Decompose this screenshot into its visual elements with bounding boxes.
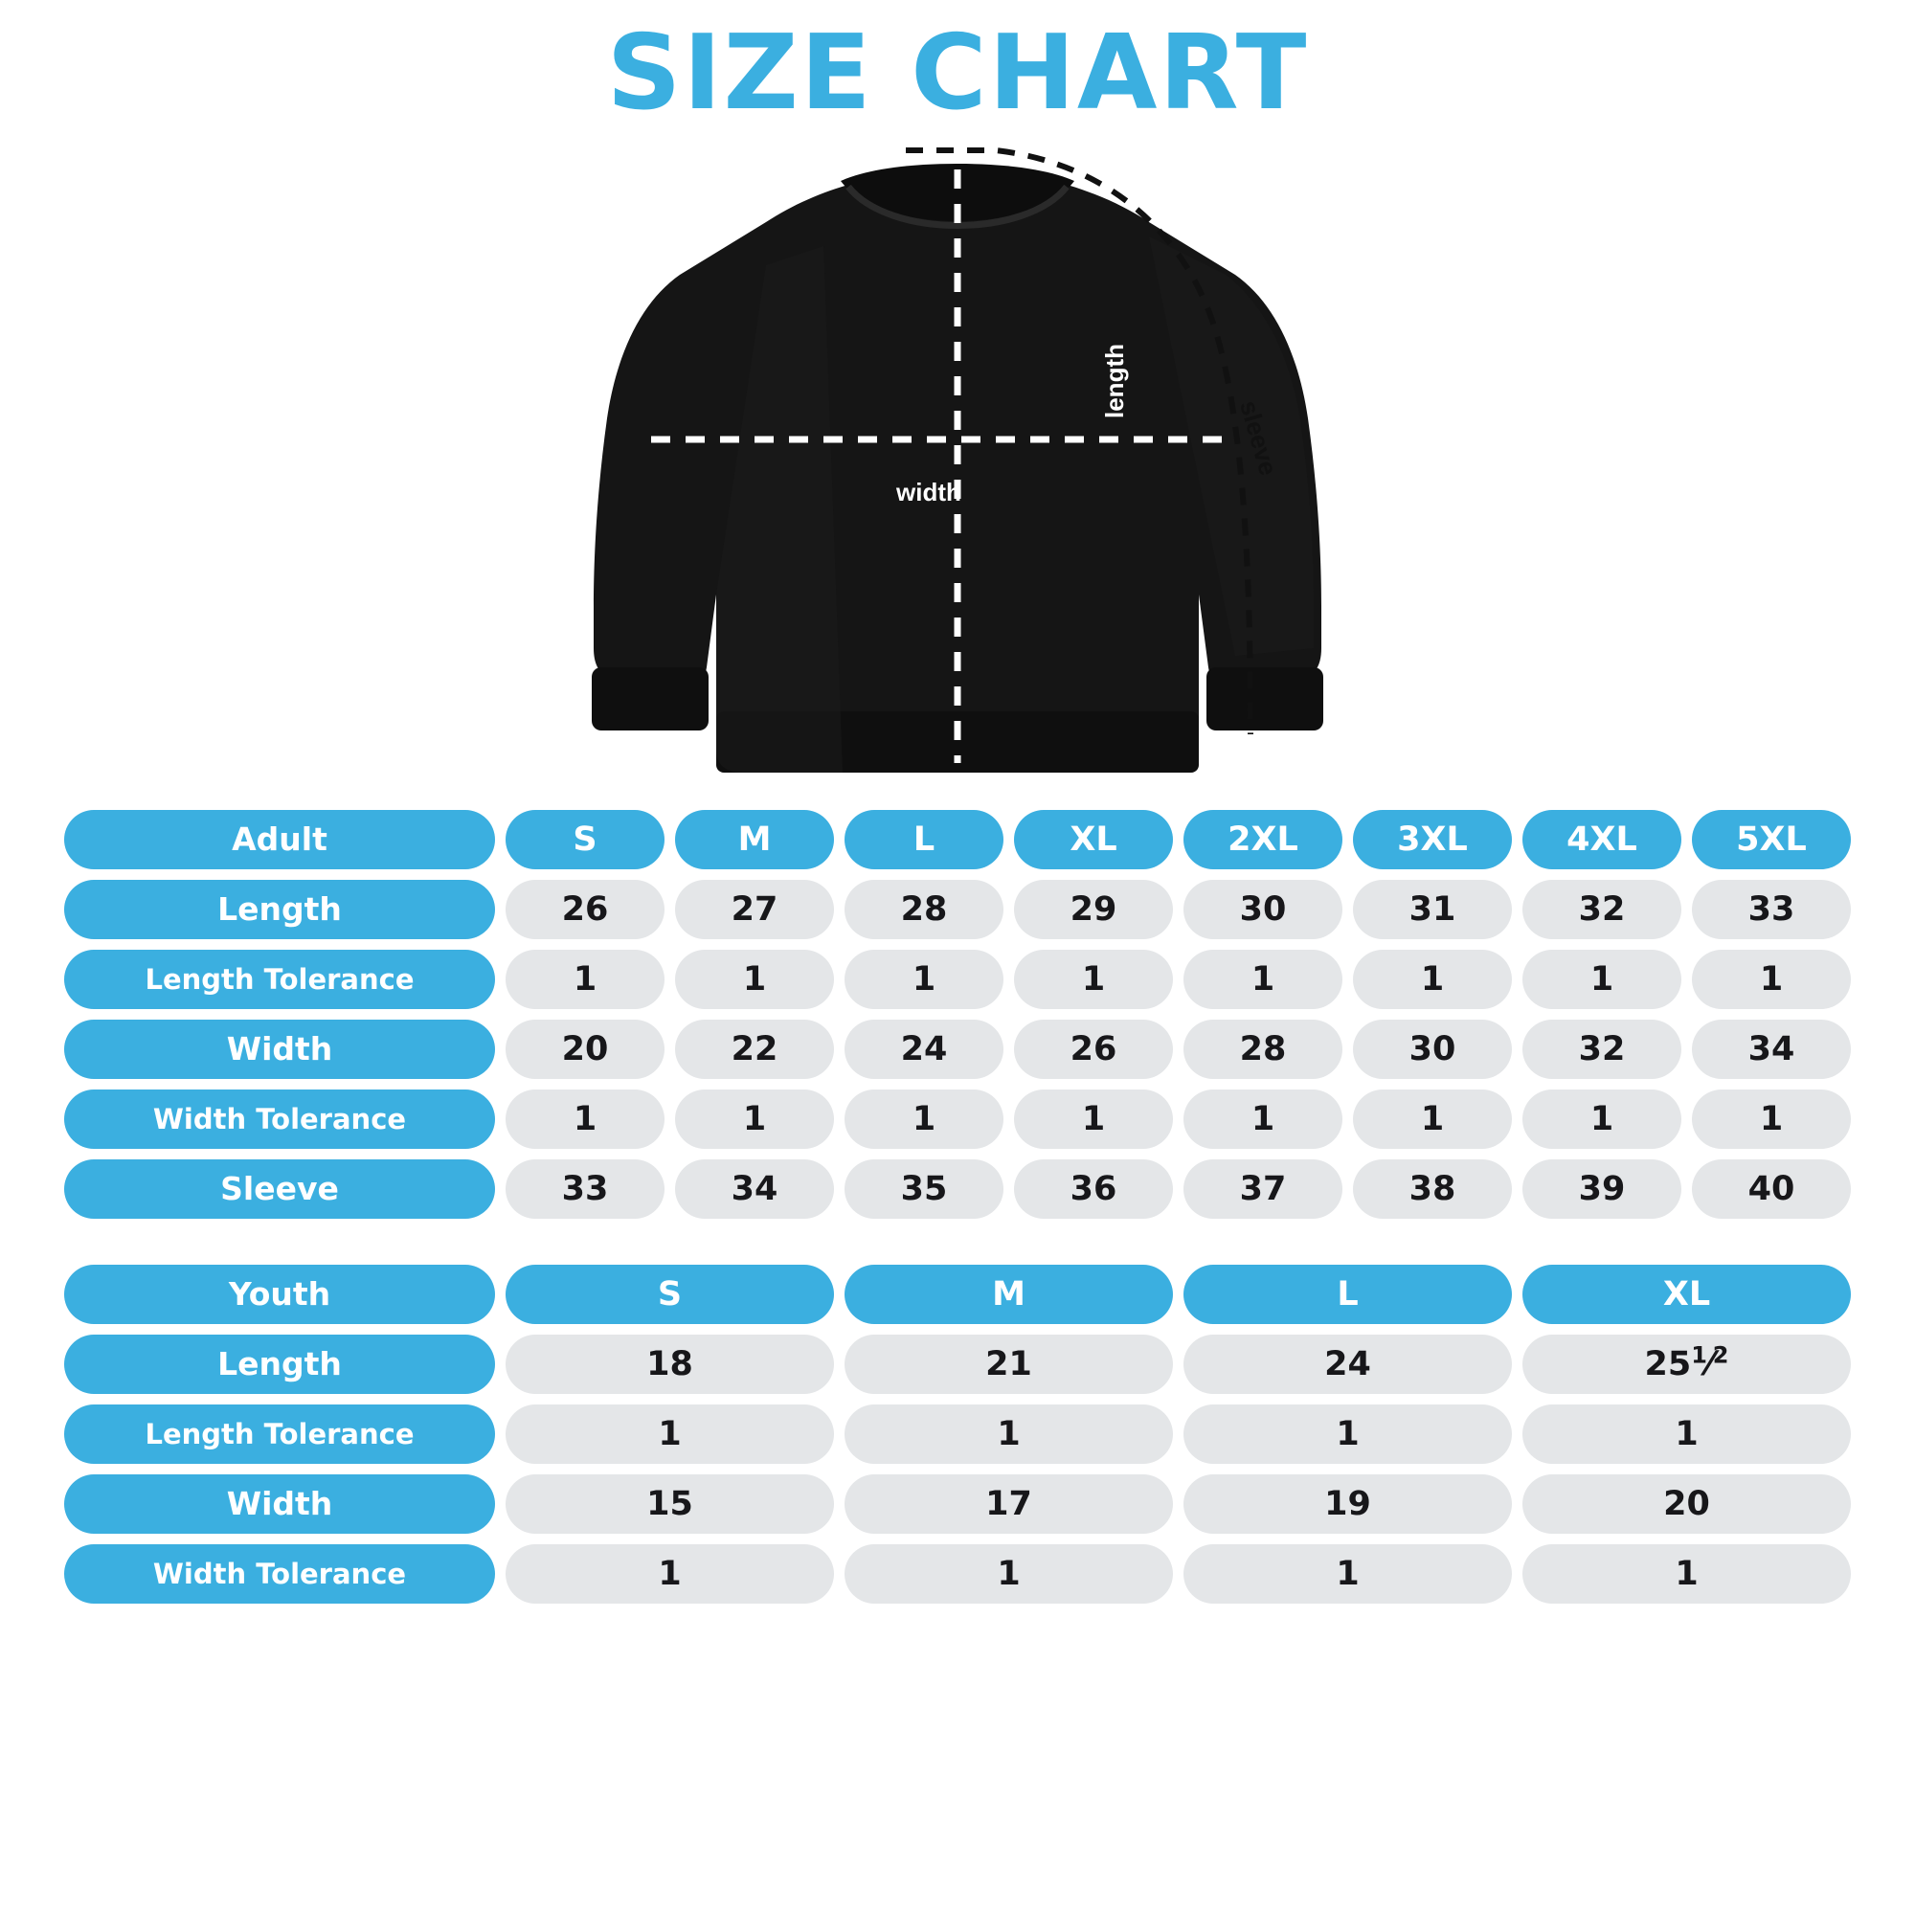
table-row [64,1544,1851,1604]
youth-width-m: 17 [845,1474,1173,1534]
adult-width-tol-3xl: 1 [1353,1090,1512,1149]
adult-col-5xl: 5XL [1692,810,1851,869]
adult-length-s: 26 [506,880,665,939]
adult-col-3xl: 3XL [1353,810,1512,869]
youth-length-tol-xl: 1 [1522,1404,1851,1464]
adult-width-2xl: 28 [1183,1020,1342,1079]
adult-sleeve-2xl: 37 [1183,1159,1342,1219]
adult-width-tol-2xl: 1 [1183,1090,1342,1149]
adult-sleeve-5xl: 40 [1692,1159,1851,1219]
adult-sleeve-s: 33 [506,1159,665,1219]
adult-width-5xl: 34 [1692,1020,1851,1079]
label-length: length [1100,343,1129,418]
youth-row-label-width: Width [64,1474,495,1534]
adult-length-tol-2xl: 1 [1183,950,1342,1009]
youth-row-label-length-tolerance: Length Tolerance [64,1404,495,1464]
adult-length-tol-l: 1 [845,950,1003,1009]
adult-width-4xl: 32 [1522,1020,1681,1079]
adult-header-label: Adult [64,810,495,869]
adult-width-s: 20 [506,1020,665,1079]
adult-col-xl: XL [1014,810,1173,869]
adult-sleeve-xl: 36 [1014,1159,1173,1219]
youth-length-l: 24 [1183,1335,1512,1394]
youth-width-tol-xl: 1 [1522,1544,1851,1604]
table-row [64,1474,1851,1534]
adult-width-xl: 26 [1014,1020,1173,1079]
adult-length-xl: 29 [1014,880,1173,939]
youth-width-tol-l: 1 [1183,1544,1512,1604]
table-row-header [64,1265,1851,1324]
sweatshirt-graphic [479,131,1436,792]
table-row [64,1159,1851,1219]
adult-row-label-length-tolerance: Length Tolerance [64,950,495,1009]
adult-row-label-width: Width [64,1020,495,1079]
youth-width-l: 19 [1183,1474,1512,1534]
adult-length-tol-s: 1 [506,950,665,1009]
adult-length-tol-m: 1 [675,950,834,1009]
adult-width-m: 22 [675,1020,834,1079]
adult-col-s: S [506,810,665,869]
adult-sleeve-4xl: 39 [1522,1159,1681,1219]
adult-width-tol-5xl: 1 [1692,1090,1851,1149]
youth-col-l: L [1183,1265,1512,1324]
youth-width-s: 15 [506,1474,834,1534]
youth-width-tol-m: 1 [845,1544,1173,1604]
youth-col-xl: XL [1522,1265,1851,1324]
youth-size-table [54,1254,1861,1614]
adult-col-4xl: 4XL [1522,810,1681,869]
adult-sleeve-3xl: 38 [1353,1159,1512,1219]
page-title: SIZE CHART [606,13,1309,133]
youth-row-label-width-tolerance: Width Tolerance [64,1544,495,1604]
table-row [64,1335,1851,1394]
youth-length-tol-s: 1 [506,1404,834,1464]
youth-length-tol-m: 1 [845,1404,1173,1464]
adult-width-tol-s: 1 [506,1090,665,1149]
label-sleeve: sleeve [1234,396,1283,479]
adult-length-5xl: 33 [1692,880,1851,939]
table-row [64,950,1851,1009]
adult-length-tol-3xl: 1 [1353,950,1512,1009]
youth-row-label-length: Length [64,1335,495,1394]
youth-col-m: M [845,1265,1173,1324]
label-width: width [896,477,961,506]
adult-size-table [54,799,1861,1229]
adult-length-tol-xl: 1 [1014,950,1173,1009]
youth-width-xl: 20 [1522,1474,1851,1534]
adult-length-2xl: 30 [1183,880,1342,939]
adult-col-m: M [675,810,834,869]
adult-row-label-sleeve: Sleeve [64,1159,495,1219]
adult-length-3xl: 31 [1353,880,1512,939]
adult-width-tol-m: 1 [675,1090,834,1149]
adult-sleeve-m: 34 [675,1159,834,1219]
adult-sleeve-l: 35 [845,1159,1003,1219]
adult-length-tol-5xl: 1 [1692,950,1851,1009]
adult-col-l: L [845,810,1003,869]
adult-width-tol-l: 1 [845,1090,1003,1149]
youth-width-tol-s: 1 [506,1544,834,1604]
adult-row-label-width-tolerance: Width Tolerance [64,1090,495,1149]
youth-col-s: S [506,1265,834,1324]
table-row [64,1404,1851,1464]
table-row [64,1020,1851,1079]
adult-length-m: 27 [675,880,834,939]
youth-length-tol-l: 1 [1183,1404,1512,1464]
youth-length-xl: $25^1⁄^2$ [1522,1335,1851,1394]
adult-row-label-length: Length [64,880,495,939]
adult-length-l: 28 [845,880,1003,939]
garment-illustration [54,131,1861,792]
youth-header-label: Youth [64,1265,495,1324]
adult-width-tol-xl: 1 [1014,1090,1173,1149]
adult-width-l: 24 [845,1020,1003,1079]
youth-length-s: 18 [506,1335,834,1394]
table-row-header [64,810,1851,869]
adult-length-4xl: 32 [1522,880,1681,939]
table-row [64,880,1851,939]
adult-col-2xl: 2XL [1183,810,1342,869]
adult-length-tol-4xl: 1 [1522,950,1681,1009]
adult-width-3xl: 30 [1353,1020,1512,1079]
size-chart-page [0,13,1915,1932]
youth-length-m: 21 [845,1335,1173,1394]
adult-width-tol-4xl: 1 [1522,1090,1681,1149]
table-row [64,1090,1851,1149]
